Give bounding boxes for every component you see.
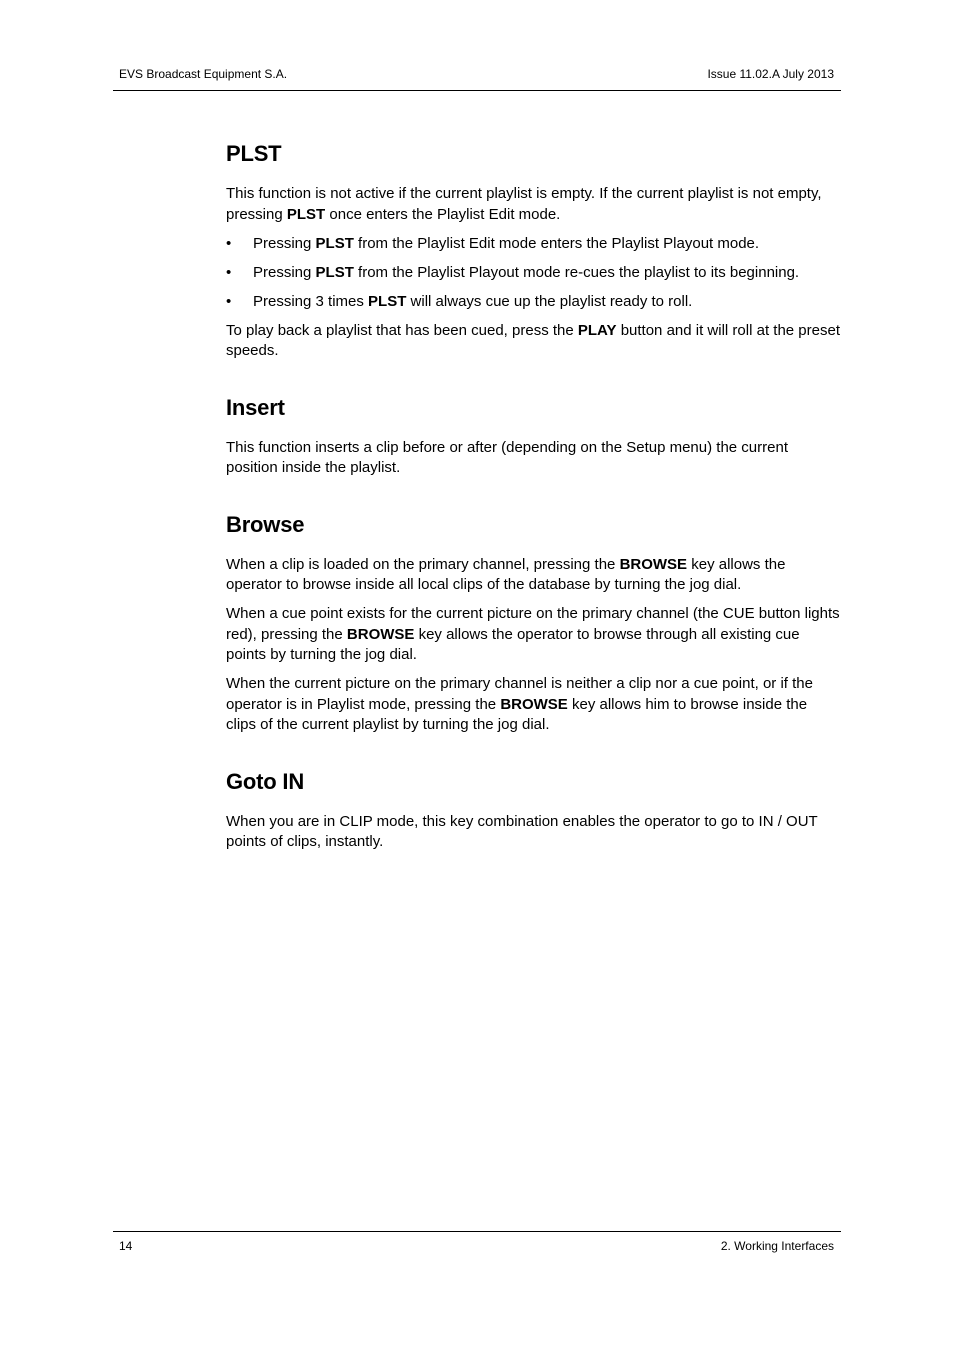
section-goto-in (226, 768, 841, 853)
plst-bullet-list (226, 234, 841, 313)
bullet: • (226, 292, 232, 310)
text: key allows the operator to browse inside all local clips of the database by turning the jog dial. (226, 555, 786, 593)
text: key allows him to browse inside the clips of the current playlist by turning the jog dial. (226, 695, 808, 733)
text: will always cue up the playlist ready to roll. (406, 292, 693, 310)
text: When a clip is loaded on the primary channel, pressing the (226, 555, 620, 573)
text: from the Playlist Playout mode re-cues the playlist to its beginning. (353, 263, 800, 281)
page-number: 14 (119, 1239, 133, 1253)
section-insert (226, 394, 841, 479)
text: key allows the operator to browse through all existing cue points by turning the jog dial. (226, 625, 800, 663)
text: This function is not active if the current playlist is empty. If the current playlist is not empty, pressing (226, 185, 822, 223)
page-header (113, 66, 841, 91)
browse-paragraph-3 (226, 674, 841, 736)
browse-paragraph-2 (226, 604, 841, 666)
section-title-browse: Browse (226, 511, 305, 537)
key-name: PLST (368, 292, 407, 310)
text: button and it will roll at the preset speeds. (226, 321, 840, 359)
key-name: BROWSE (500, 695, 568, 713)
plst-paragraph-2 (226, 321, 841, 362)
list-item (226, 234, 841, 255)
key-name: PLST (315, 263, 354, 281)
text: When a cue point exists for the current picture on the primary channel (the CUE button lights red), pressing the (226, 605, 840, 643)
list-item (226, 263, 841, 284)
page-content (226, 140, 841, 885)
section-title-goto-in: Goto IN (226, 768, 305, 794)
header-company: EVS Broadcast Equipment S.A. (119, 67, 288, 81)
goto-paragraph-1: When you are in CLIP mode, this key combination enables the operator to go to IN / OUT points of clips, instantly. (226, 812, 818, 850)
text: When the current picture on the primary channel is neither a clip nor a cue point, or if the operator is in Playlist mode, pressing the (226, 675, 813, 713)
text: Pressing 3 times (253, 292, 369, 310)
list-item (226, 292, 841, 313)
section-title-plst: PLST (226, 141, 282, 166)
browse-paragraph-1 (226, 555, 841, 596)
key-name: PLST (286, 205, 326, 223)
text: from the Playlist Edit mode enters the Playlist Playout mode. (353, 234, 760, 252)
section-title-insert: Insert (226, 394, 285, 420)
footer-chapter: 2. Working Interfaces (720, 1239, 834, 1253)
text: once enters the Playlist Edit mode. (325, 205, 561, 223)
bullet: • (226, 234, 232, 252)
key-name: BROWSE (346, 625, 415, 643)
insert-paragraph-1: This function inserts a clip before or after (depending on the Setup menu) the current position inside the playlist. (226, 438, 788, 476)
text: Pressing (253, 234, 316, 252)
text: To play back a playlist that has been cued, press the (226, 321, 578, 339)
key-name: PLST (315, 234, 354, 252)
section-plst (226, 140, 841, 362)
header-issue: Issue 11.02.A July 2013 (707, 67, 834, 81)
key-name: BROWSE (619, 555, 688, 573)
plst-paragraph-1 (226, 184, 841, 225)
bullet: • (226, 263, 232, 281)
section-browse (226, 511, 841, 736)
text: Pressing (253, 263, 316, 281)
page-footer (113, 1231, 841, 1253)
key-name: PLAY (577, 321, 617, 339)
